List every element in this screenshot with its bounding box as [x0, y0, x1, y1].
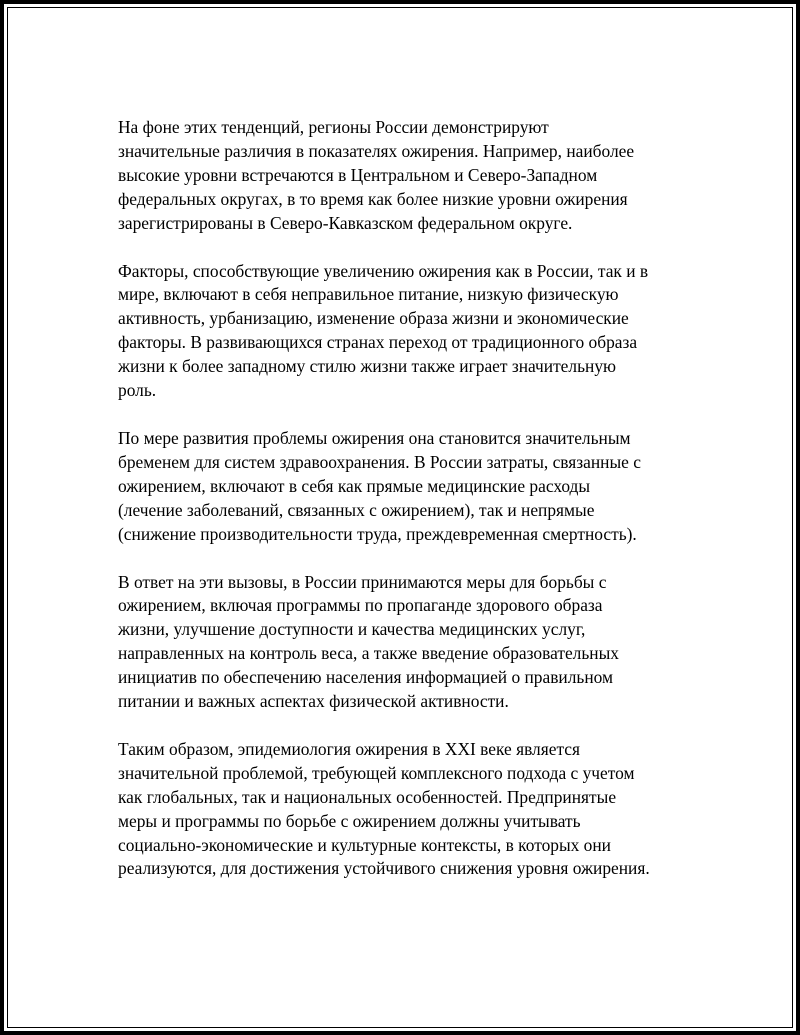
- text-line: бременем для систем здравоохранения. В России затраты, связанные с: [118, 451, 641, 472]
- text-line: жизни, улучшение доступности и качества медицинских услуг,: [118, 619, 586, 640]
- paragraph-3: [118, 427, 698, 547]
- text-line: значительной проблемой, требующей комплексного подхода с учетом: [118, 762, 635, 783]
- text-line: реализуются, для достижения устойчивого снижения уровня ожирения.: [118, 858, 650, 879]
- text-line: зарегистрированы в Северо-Кавказском федеральном округе.: [118, 212, 573, 233]
- text-line: мире, включают в себя неправильное питание, низкую физическую: [118, 284, 619, 305]
- text-line: активность, урбанизацию, изменение образа жизни и экономические: [118, 308, 629, 329]
- text-line: Факторы, способствующие увеличению ожирения как в России, так и в: [118, 260, 649, 281]
- text-line: меры и программы по борьбе с ожирением должны учитывать: [118, 810, 581, 831]
- text-line: высокие уровни встречаются в Центральном и Северо-Западном: [118, 164, 598, 185]
- paragraph-4: [118, 571, 698, 714]
- text-line: По мере развития проблемы ожирения она становится значительным: [118, 427, 631, 448]
- text-line: (снижение производительности труда, преждевременная смертность).: [118, 523, 637, 544]
- paragraph-2: [118, 260, 698, 403]
- paragraph-5: [118, 738, 698, 881]
- text-line: федеральных округах, в то время как более низкие уровни ожирения: [118, 188, 628, 209]
- text-line: жизни к более западному стилю жизни также играет значительную: [118, 356, 617, 377]
- text-line: ожирением, включают в себя как прямые медицинские расходы: [118, 475, 591, 496]
- text-line: инициатив по обеспечению населения информацией о правильном: [118, 667, 614, 688]
- text-line: На фоне этих тенденций, регионы России демонстрируют: [118, 117, 549, 137]
- text-line: факторы. В развивающихся странах переход от традиционного образа: [118, 332, 638, 353]
- text-line: Таким образом, эпидемиология ожирения в XXI веке является: [118, 738, 580, 759]
- text-line: социально-экономические и культурные контексты, в которых они: [118, 834, 611, 855]
- text-line: В ответ на эти вызовы, в России принимаются меры для борьбы с: [118, 571, 607, 592]
- text-line: (лечение заболеваний, связанных с ожирением), так и непрямые: [118, 499, 595, 520]
- text-line: значительные различия в показателях ожирения. Например, наиболее: [118, 140, 635, 161]
- text-line: ожирением, включая программы по пропаганде здорового образа: [118, 595, 603, 616]
- text-line: направленных на контроль веса, а также введение образовательных: [118, 643, 619, 664]
- paragraph-1: [118, 116, 698, 236]
- document-body: [118, 116, 698, 905]
- text-line: роль.: [118, 380, 157, 401]
- text-line: питании и важных аспектах физической активности.: [118, 691, 509, 712]
- text-line: как глобальных, так и национальных особенностей. Предпринятые: [118, 786, 617, 807]
